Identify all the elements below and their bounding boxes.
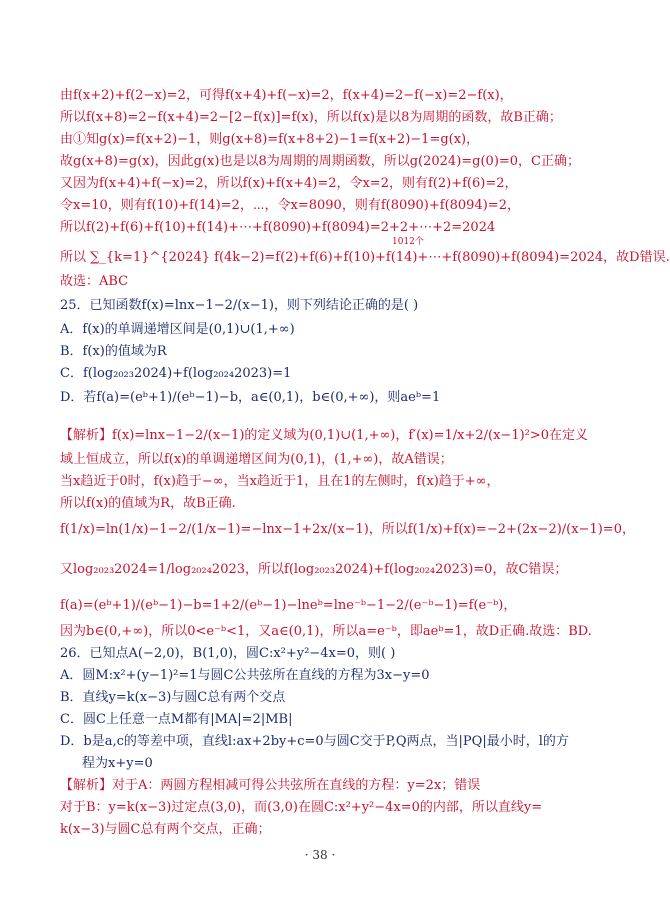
- q26-analysis-line: 【解析】对于A：两圆方程相减可得公共弦所在直线的方程：y=2x；错误: [60, 778, 481, 793]
- q25-analysis-line: f(a)=(eᵇ+1)/(eᵇ−1)−b=1+2/(eᵇ−1)−lneᵇ=lne⁻ᵇ−1−2/(e⁻ᵇ−1)=f(e⁻ᵇ)，: [60, 598, 517, 613]
- q25-option-a: A．f(x)的单调递增区间是(0,1)∪(1,+∞): [60, 322, 295, 337]
- solution-line: 令x=10，则有f(10)+f(14)=2，⋯，令x=8090，则有f(8090)+f(8094)=2，: [60, 198, 520, 213]
- q26-analysis-line: 对于B：y=k(x−3)过定点(3,0)，而(3,0)在圆C:x²+y²−4x=0的内部，所以直线y=: [60, 800, 543, 815]
- solution-line: 故g(x+8)=g(x)，因此g(x)也是以8为周期的周期函数，所以g(2024)=g(0)=0，C正确；: [60, 154, 581, 169]
- q25-analysis-line: 又log₂₀₂₃2024=1/log₂₀₂₄2023，所以f(log₂₀₂₃2024)+f(log₂₀₂₄2023)=0，故C错误；: [60, 562, 568, 577]
- q26-option-d: D．b是a,c的等差中项，直线l:ax+2by+c=0与圆C交于P,Q两点，当|PQ|最小时，l的方: [60, 734, 569, 749]
- q25-analysis-line: 域上恒成立，所以f(x)的单调递增区间为(0,1)，(1,+∞)，故A错误；: [60, 452, 453, 467]
- solution-line: 所以f(2)+f(6)+f(10)+f(14)+⋯+f(8090)+f(8094)=2+2+⋯+2=2024: [60, 220, 496, 235]
- summation-line: 所以 ∑_{k=1}^{2024} f(4k−2)=f(2)+f(6)+f(10)+f(14)+⋯+f(8090)+f(8094)=2024，故D错误.: [60, 250, 670, 265]
- q25-analysis-line: f(1/x)=ln(1/x)−1−2/(1/x−1)=−lnx−1+2x/(x−1)，所以f(1/x)+f(x)=−2+(2x−2)/(x−1)=0，: [60, 522, 635, 537]
- q25-stem: 25．已知函数f(x)=lnx−1−2/(x−1)，则下列结论正确的是( ): [60, 298, 419, 313]
- q26-stem: 26．已知点A(−2,0)，B(1,0)，圆C:x²+y²−4x=0，则( ): [60, 646, 396, 661]
- q25-analysis-line: 因为b∈(0,+∞)，所以0<e⁻ᵇ<1，又a∈(0,1)，所以a=e⁻ᵇ，即aeᵇ=1，故D正确.故选：BD.: [60, 624, 592, 639]
- answer-line: 故选：ABC: [60, 274, 129, 289]
- q26-option-c: C．圆C上任意一点M都有|MA|=2|MB|: [60, 712, 293, 727]
- q25-option-b: B．f(x)的值域为R: [60, 344, 167, 359]
- q25-analysis-line: 当x趋近于0时，f(x)趋于−∞，当x趋近于1，且在1的左侧时，f(x)趋于+∞，: [60, 474, 500, 489]
- solution-line: 又因为f(x+4)+f(−x)=2，所以f(x)+f(x+4)=2，令x=2，则有f(2)+f(6)=2，: [60, 176, 518, 191]
- q25-analysis-line: 【解析】f(x)=lnx−1−2/(x−1)的定义域为(0,1)∪(1,+∞)，f′(x)=1/x+2/(x−1)²>0在定义: [60, 428, 589, 443]
- page-number: · 38 ·: [304, 848, 336, 862]
- underbrace-label: 1012个: [392, 237, 424, 247]
- q26-option-b: B．直线y=k(x−3)与圆C总有两个交点: [60, 690, 286, 705]
- solution-line: 由①知g(x)=f(x+2)−1，则g(x+8)=f(x+8+2)−1=f(x+2)−1=g(x)，: [60, 132, 480, 147]
- q25-option-d: D．若f(a)=(eᵇ+1)/(eᵇ−1)−b，a∈(0,1)，b∈(0,+∞)，则aeᵇ=1: [60, 390, 441, 405]
- solution-line: 所以f(x+8)=2−f(x+4)=2−[2−f(x)]=f(x)，所以f(x)是以8为周期的函数，故B正确；: [60, 110, 562, 125]
- solution-line: 由f(x+2)+f(2−x)=2，可得f(x+4)+f(−x)=2，f(x+4)=2−f(−x)=2−f(x)，: [60, 88, 513, 103]
- q25-analysis-line: 所以f(x)的值域为R，故B正确.: [60, 496, 236, 511]
- q25-option-c: C．f(log₂₀₂₃2024)+f(log₂₀₂₄2023)=1: [60, 366, 292, 381]
- q26-analysis-line: k(x−3)与圆C总有两个交点，正确；: [60, 822, 271, 837]
- q26-option-a: A．圆M:x²+(y−1)²=1与圆C公共弦所在直线的方程为3x−y=0: [60, 668, 430, 683]
- q26-option-d-cont: 程为x+y=0: [82, 756, 153, 771]
